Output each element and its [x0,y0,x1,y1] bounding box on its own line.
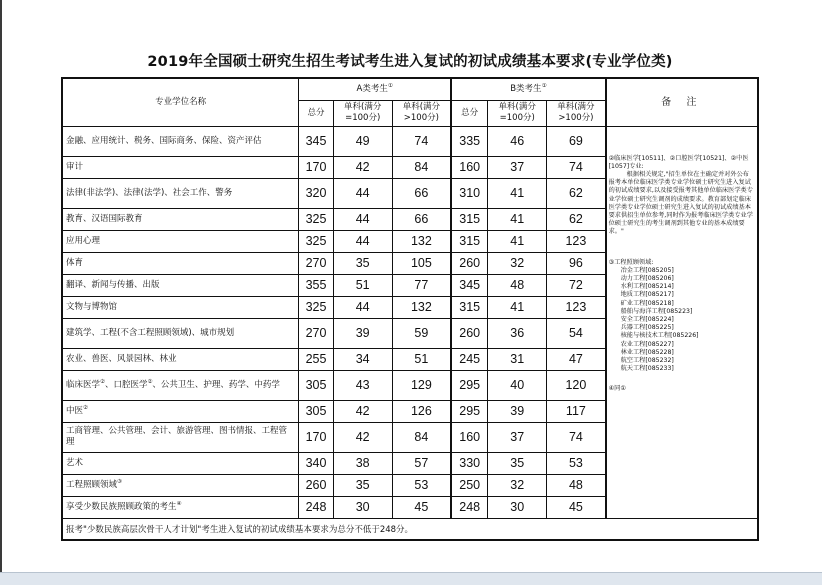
score-cell-b-single-over-100: 117 [547,400,606,422]
score-cell-a-single-over-100: 105 [392,252,451,274]
score-cell-b-single-100: 30 [488,496,547,518]
score-cell-b-single-100: 41 [488,230,547,252]
score-cell-a-single-100: 30 [333,496,392,518]
score-cell-b-total: 315 [451,208,488,230]
engineering-field-item: 林业工程[085228] [620,348,674,356]
score-cell-a-single-over-100: 66 [392,208,451,230]
subject-name-cell: 工商管理、公共管理、会计、旅游管理、图书情报、工程管理 [62,422,299,452]
score-cell-b-total: 260 [451,318,488,348]
score-cell-b-single-100: 41 [488,296,547,318]
score-cell-a-single-over-100: 132 [392,230,451,252]
engineering-field-item: 航天工程[085233] [620,365,674,373]
score-cell-b-single-100: 41 [488,178,547,208]
remarks-cell [606,126,758,518]
score-cell-a-single-100: 49 [333,126,392,156]
subject-name-cell: 金融、应用统计、税务、国际商务、保险、资产评估 [62,126,299,156]
score-cell-b-single-100: 32 [488,252,547,274]
score-cell-b-single-100: 36 [488,318,547,348]
score-cell-b-single-over-100: 74 [547,422,606,452]
score-cell-a-total: 325 [299,208,333,230]
score-cell-a-total: 325 [299,296,333,318]
score-cell-b-single-over-100: 123 [547,230,606,252]
score-cell-b-total: 315 [451,230,488,252]
note-medical-body: 根据相关规定,"招生单位在主确定并对外公布报考本单位临床医学类专业学位硕士研究生进入复试的初试成绩要求,以及接受报考其他单位临床医学类专业学位硕士研究生调剂的成绩要求。教育部划定临床医学类专业学位硕士研究生进入复试的初试成绩基本要求供招生单位参考,同时作为报考临床医学类专业学位硕士研究生的考生调剂到其他专业的基本成绩要求。" [608,170,753,236]
score-cell-a-total: 270 [299,252,333,274]
score-cell-b-total: 295 [451,400,488,422]
score-cell-a-single-100: 43 [333,370,392,400]
engineering-field-item: 兵器工程[085225] [620,324,674,332]
score-cell-a-total: 170 [299,422,333,452]
score-cell-a-single-100: 44 [333,178,392,208]
subject-name-cell: 中医② [62,400,299,422]
header-a-single-over-100: 单科(满分>100分) [392,100,451,126]
score-cell-a-single-100: 42 [333,156,392,178]
score-cell-a-total: 320 [299,178,333,208]
score-cell-a-total: 170 [299,156,333,178]
score-cell-b-total: 260 [451,252,488,274]
engineering-field-item: 水利工程[085214] [620,283,674,291]
table-row [62,126,758,156]
score-cell-a-single-over-100: 77 [392,274,451,296]
header-b-single-over-100: 单科(满分>100分) [547,100,606,126]
score-cell-b-single-100: 41 [488,208,547,230]
subject-name-cell: 临床医学②、口腔医学②、公共卫生、护理、药学、中药学 [62,370,299,400]
score-cell-b-single-over-100: 74 [547,156,606,178]
score-cell-a-single-100: 44 [333,296,392,318]
score-cell-b-total: 315 [451,296,488,318]
score-cell-a-single-over-100: 51 [392,348,451,370]
footer-row [62,518,758,540]
score-cell-b-single-over-100: 69 [547,126,606,156]
score-cell-a-single-100: 44 [333,208,392,230]
footer-note: 报考"少数民族高层次骨干人才计划"考生进入复试的初试成绩基本要求为总分不低于248分。 [62,518,758,540]
header-remarks: 备 注 [606,78,758,126]
note-minority: ④同① [608,385,626,393]
score-cell-b-total: 345 [451,274,488,296]
header-group-a: A类考生① [299,78,451,100]
score-cell-b-single-100: 46 [488,126,547,156]
score-cell-a-single-100: 44 [333,230,392,252]
score-cell-a-single-over-100: 53 [392,474,451,496]
subject-name-cell: 农业、兽医、风景园林、林业 [62,348,299,370]
score-cell-b-total: 330 [451,452,488,474]
score-cell-b-single-over-100: 120 [547,370,606,400]
score-cell-b-total: 295 [451,370,488,400]
engineering-field-item: 核能与核技术工程[085226] [620,332,699,340]
score-cell-a-total: 305 [299,370,333,400]
score-cell-b-total: 245 [451,348,488,370]
score-cell-a-single-100: 39 [333,318,392,348]
subject-name-cell: 工程照顾领域③ [62,474,299,496]
score-cell-b-total: 248 [451,496,488,518]
engineering-field-item: 冶金工程[085205] [620,266,674,274]
score-cell-a-total: 248 [299,496,333,518]
score-cell-a-single-100: 38 [333,452,392,474]
score-cell-a-single-over-100: 132 [392,296,451,318]
score-cell-a-single-100: 42 [333,422,392,452]
score-cell-a-single-over-100: 129 [392,370,451,400]
header-group-b: B类考生① [451,78,606,100]
score-cell-b-single-over-100: 72 [547,274,606,296]
score-cell-a-total: 325 [299,230,333,252]
score-cell-b-single-over-100: 48 [547,474,606,496]
score-cell-a-single-100: 42 [333,400,392,422]
score-cell-b-single-over-100: 53 [547,452,606,474]
engineering-field-item: 航空工程[085232] [620,356,674,364]
score-cell-b-single-over-100: 47 [547,348,606,370]
score-cell-a-single-over-100: 45 [392,496,451,518]
score-cell-a-total: 305 [299,400,333,422]
score-cell-b-single-100: 37 [488,422,547,452]
score-cell-a-single-over-100: 59 [392,318,451,348]
score-cell-b-single-100: 37 [488,156,547,178]
subject-name-cell: 艺术 [62,452,299,474]
score-cell-a-single-over-100: 74 [392,126,451,156]
header-b-single-100: 单科(满分=100分) [488,100,547,126]
subject-name-cell: 教育、汉语国际教育 [62,208,299,230]
engineering-field-item: 船舶与海洋工程[085223] [620,307,693,315]
subject-name-cell: 建筑学、工程(不含工程照顾领域)、城市规划 [62,318,299,348]
score-cell-b-total: 250 [451,474,488,496]
score-cell-a-single-100: 35 [333,252,392,274]
page-title: 2019年全国硕士研究生招生考试考生进入复试的初试成绩基本要求(专业学位类) [147,54,673,70]
score-cell-b-total: 335 [451,126,488,156]
note-engineering-title: ③工程照顾领域: [608,258,654,266]
subject-name-cell: 法律(非法学)、法律(法学)、社会工作、警务 [62,178,299,208]
score-cell-b-single-over-100: 123 [547,296,606,318]
score-cell-b-single-over-100: 54 [547,318,606,348]
score-cell-b-total: 160 [451,422,488,452]
subject-name-cell: 翻译、新闻与传播、出版 [62,274,299,296]
subject-name-cell: 享受少数民族照顾政策的考生④ [62,496,299,518]
score-cell-a-total: 345 [299,126,333,156]
engineering-field-item: 矿业工程[085218] [620,299,674,307]
score-cell-b-single-100: 40 [488,370,547,400]
score-cell-b-total: 310 [451,178,488,208]
score-cell-a-single-over-100: 84 [392,156,451,178]
score-cell-b-single-over-100: 62 [547,178,606,208]
window-bottom-bar [0,572,822,585]
score-cell-b-total: 160 [451,156,488,178]
score-table [61,77,759,541]
score-cell-b-single-100: 35 [488,452,547,474]
score-cell-a-single-over-100: 66 [392,178,451,208]
score-cell-b-single-over-100: 62 [547,208,606,230]
score-cell-a-single-100: 34 [333,348,392,370]
score-cell-b-single-over-100: 96 [547,252,606,274]
score-cell-a-total: 340 [299,452,333,474]
score-cell-a-total: 355 [299,274,333,296]
subject-name-cell: 文物与博物馆 [62,296,299,318]
header-subject: 专业学位名称 [62,78,299,126]
score-cell-b-single-100: 32 [488,474,547,496]
score-cell-a-total: 255 [299,348,333,370]
score-cell-b-single-100: 31 [488,348,547,370]
engineering-field-item: 地质工程[085217] [620,291,674,299]
note-medical-title: ②临床医学[10511]、②口腔医学[10521]、②中医[1057]专业: [608,154,749,170]
score-cell-a-single-100: 35 [333,474,392,496]
window-left-border [0,0,2,584]
subject-name-cell: 体育 [62,252,299,274]
score-cell-a-total: 260 [299,474,333,496]
score-cell-b-single-100: 39 [488,400,547,422]
header-a-single-100: 单科(满分=100分) [333,100,392,126]
score-cell-a-single-over-100: 84 [392,422,451,452]
score-cell-a-single-over-100: 126 [392,400,451,422]
score-cell-a-single-100: 51 [333,274,392,296]
subject-name-cell: 应用心理 [62,230,299,252]
engineering-field-item: 安全工程[085224] [620,315,674,323]
engineering-field-item: 动力工程[085206] [620,274,674,282]
engineering-field-item: 农业工程[085227] [620,340,674,348]
header-b-total: 总分 [451,100,488,126]
subject-name-cell: 审计 [62,156,299,178]
header-a-total: 总分 [299,100,333,126]
score-cell-b-single-100: 48 [488,274,547,296]
score-cell-a-single-over-100: 57 [392,452,451,474]
score-cell-a-total: 270 [299,318,333,348]
score-cell-b-single-over-100: 45 [547,496,606,518]
